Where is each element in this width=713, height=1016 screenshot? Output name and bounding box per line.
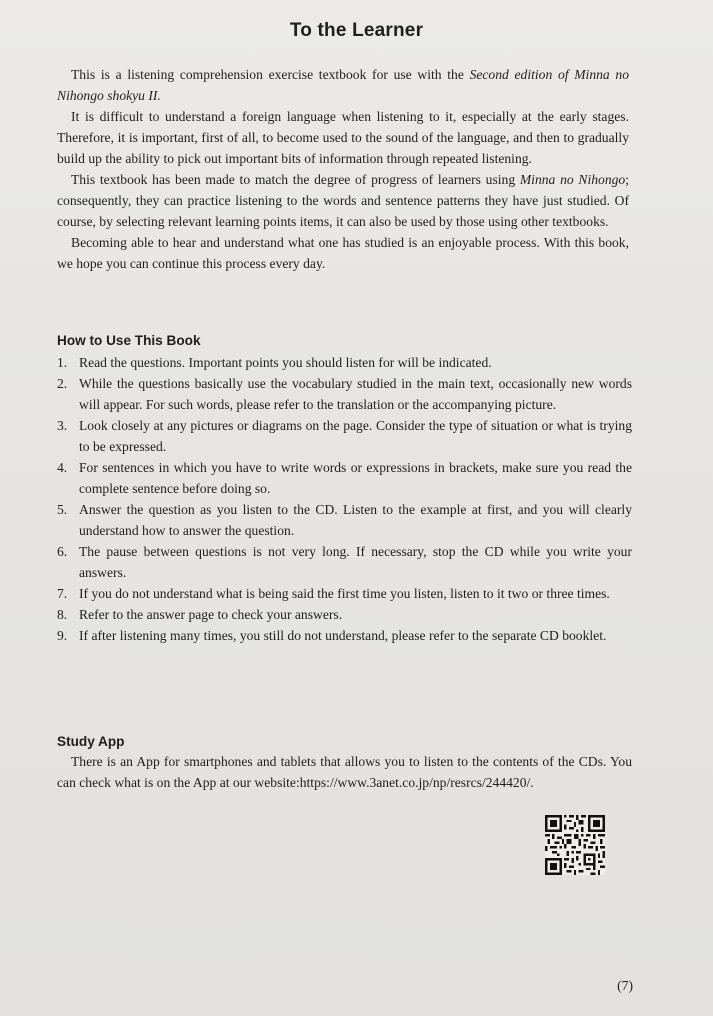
intro-paragraph-3: [57, 169, 629, 232]
study-app-text: There is an App for smartphones and tablets that allows you to listen to the contents of the CDs. You can check what is on the App at our website:https://www.3anet.co.jp/np/resrcs/244420/.: [57, 754, 632, 790]
list-item-number: 7.: [57, 586, 68, 601]
list-item: [57, 415, 632, 457]
list-item-number: 8.: [57, 607, 68, 622]
list-item-text: For sentences in which you have to write words or expressions in brackets, make sure you read the complete sentence before doing so.: [79, 460, 632, 496]
intro-paragraph-3-rest: ; consequently, they can practice listening to the words and sentence patterns they have just studied. Of course, by selecting relevant learning points items, it can also be used by those using other textbooks.: [57, 172, 629, 229]
list-item-text: If after listening many times, you still do not understand, please refer to the separate CD booklet.: [79, 628, 607, 643]
list-item-text: Read the questions. Important points you should listen for will be indicated.: [79, 355, 492, 370]
intro-paragraph-1: [57, 64, 629, 106]
list-item-text: Refer to the answer page to check your answers.: [79, 607, 343, 622]
page-number: (7): [617, 978, 633, 993]
intro-paragraph-3-text: This textbook has been made to match the degree of progress of learners using: [71, 172, 520, 187]
list-item-text: Answer the question as you listen to the CD. Listen to the example at first, and you will clearly understand how to answer the question.: [79, 502, 632, 538]
list-item-number: 4.: [57, 460, 68, 475]
qr-code-graphic: [545, 815, 605, 875]
list-item: [57, 583, 632, 604]
list-item-number: 6.: [57, 544, 68, 559]
study-app-heading: Study App: [57, 734, 125, 749]
list-item-number: 1.: [57, 355, 68, 370]
list-item-number: 3.: [57, 418, 68, 433]
intro-paragraph-1-text: This is a listening comprehension exercise textbook for use with the: [71, 67, 470, 82]
intro-paragraph-4: Becoming able to hear and understand what one has studied is an enjoyable process. With this book, we hope you can continue this process every day.: [57, 235, 629, 271]
list-item-number: 2.: [57, 376, 68, 391]
list-item-text: Look closely at any pictures or diagrams on the page. Consider the type of situation or what is trying to be expressed.: [79, 418, 632, 454]
how-to-use-list: [57, 352, 632, 646]
intro-paragraph-2: It is difficult to understand a foreign language when listening to it, especially at the early stages. Therefore, it is important, first of all, to become used to the sound of the language, and then to gradually build up the ability to pick out important bits of information through repeated listening.: [57, 109, 629, 166]
list-item-text: While the questions basically use the vocabulary studied in the main text, occasionally new words will appear. For such words, please refer to the translation or the accompanying picture.: [79, 376, 632, 412]
list-item: [57, 457, 632, 499]
list-item: [57, 604, 632, 625]
intro-section: [57, 64, 629, 274]
list-item: [57, 352, 632, 373]
how-to-use-heading: How to Use This Book: [57, 333, 201, 348]
list-item-number: 9.: [57, 628, 68, 643]
list-item-text: If you do not understand what is being said the first time you listen, listen to it two or three times.: [79, 586, 610, 601]
list-item-number: 5.: [57, 502, 68, 517]
qr-code-icon[interactable]: [545, 815, 605, 875]
textbook-name-italic: Minna no Nihongo: [519, 172, 626, 187]
list-item: [57, 373, 632, 415]
page-title: To the Learner: [289, 20, 424, 41]
list-item: [57, 499, 632, 541]
book-title-italic: Second edition of Minna no Nihongo shokyu II.: [57, 67, 629, 103]
list-item-text: The pause between questions is not very long. If necessary, stop the CD while you write your answers.: [79, 544, 632, 580]
list-item: [57, 541, 632, 583]
list-item: [57, 625, 632, 646]
